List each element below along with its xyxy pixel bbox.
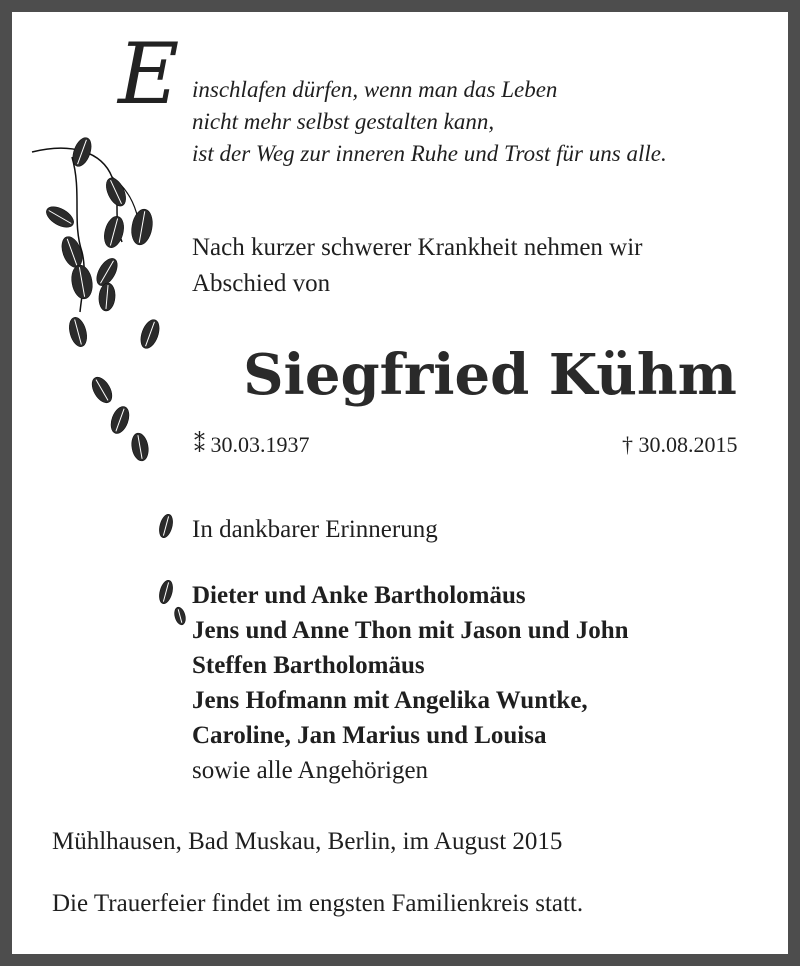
- ceremony-note: Die Trauerfeier findet im engsten Familienkreis statt.: [52, 890, 584, 917]
- dropcap-letter: E: [118, 25, 180, 123]
- poem-line: inschlafen dürfen, wenn man das Leben: [192, 77, 558, 102]
- intro-line: Nach kurzer schwerer Krankheit nehmen wir: [192, 234, 643, 261]
- mourner-line: Jens Hofmann mit Angelika Wuntke,: [192, 687, 588, 714]
- remembrance-text: In dankbarer Erinnerung: [192, 516, 438, 543]
- poem: [192, 74, 667, 170]
- leaf-bullet-icon: [152, 574, 192, 630]
- mourner-line: Steffen Bartholomäus: [192, 652, 425, 679]
- mourner-line: Dieter und Anke Bartholomäus: [192, 582, 526, 609]
- mourner-line: Caroline, Jan Marius und Louisa: [192, 722, 547, 749]
- location-date: Mühlhausen, Bad Muskau, Berlin, im August 2015: [52, 828, 563, 855]
- intro-line: Abschied von: [192, 270, 331, 297]
- leaf-branch-decoration: [12, 122, 182, 482]
- relatives-line: sowie alle Angehörigen: [192, 757, 429, 784]
- mourners-list: [192, 578, 629, 788]
- mourner-line: Jens und Anne Thon mit Jason und John: [192, 617, 629, 644]
- intro-text: [192, 230, 643, 302]
- death-date: † 30.08.2015: [622, 432, 738, 457]
- poem-line: nicht mehr selbst gestalten kann,: [192, 109, 495, 134]
- birth-date: ⁑ 30.03.1937: [194, 432, 310, 457]
- leaf-bullet-icon: [152, 506, 182, 546]
- deceased-name: Siegfried Kühm: [243, 342, 737, 408]
- poem-line: ist der Weg zur inneren Ruhe und Trost für uns alle.: [192, 141, 667, 166]
